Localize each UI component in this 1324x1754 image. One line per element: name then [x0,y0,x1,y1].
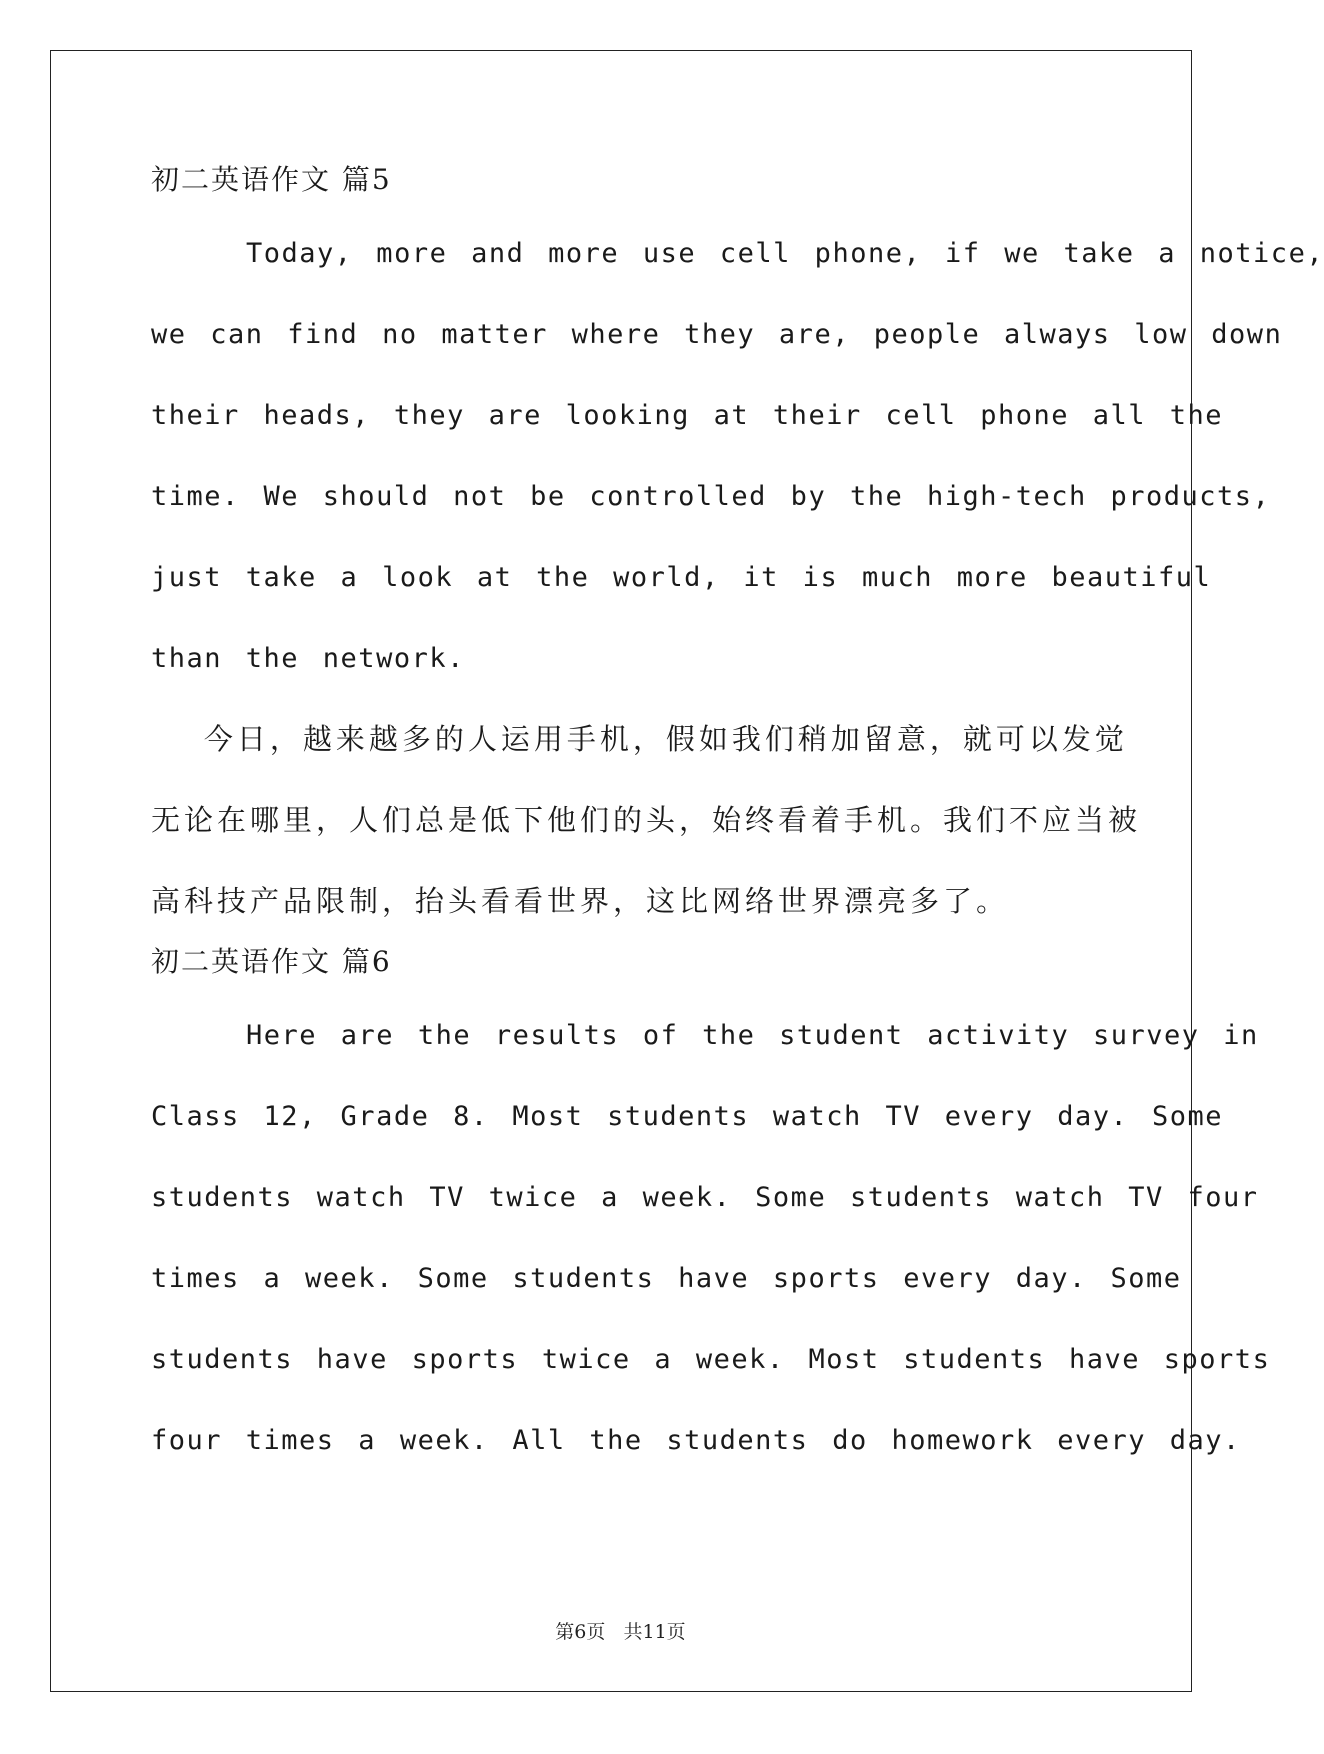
text-line: four times a week. All the students do homework every day. [151,1425,1241,1456]
section-heading: 初二英语作文 篇6 [151,945,392,978]
text-line: times a week. Some students have sports every day. Some [151,1263,1182,1294]
text-line: students have sports twice a week. Most students have sports [151,1344,1271,1375]
text-line: 高科技产品限制，抬头看看世界，这比网络世界漂亮多了。 [151,884,1010,918]
text-line: Class 12, Grade 8. Most students watch TV every day. Some [151,1101,1224,1132]
section-heading: 初二英语作文 篇5 [151,163,392,196]
text-line: Today, more and more use cell phone, if we take a notice, [151,238,1324,269]
text-line: 无论在哪里，人们总是低下他们的头，始终看着手机。我们不应当被 [151,803,1142,837]
text-line: just take a look at the world, it is much more beautiful [151,562,1212,593]
section-5 [151,160,1324,942]
section-6 [151,942,1271,1481]
text-line: time. We should not be controlled by the high-tech products, [151,481,1271,512]
text-line: 今日，越来越多的人运用手机，假如我们稍加留意，就可以发觉 [151,722,1128,756]
text-line: than the network. [151,643,465,674]
page-number: 第6页 共11页 [555,1621,686,1643]
chinese-paragraph [151,699,1142,942]
text-line: their heads, they are looking at their cell phone all the [151,400,1224,431]
text-line: we can find no matter where they are, people always low down [151,319,1283,350]
text-line: students watch TV twice a week. Some students watch TV four [151,1182,1259,1213]
text-line: Here are the results of the student activity survey in [151,1020,1259,1051]
document-body [151,160,1324,1481]
english-paragraph [151,213,1324,699]
page-footer [0,1617,1241,1644]
english-paragraph [151,995,1271,1481]
